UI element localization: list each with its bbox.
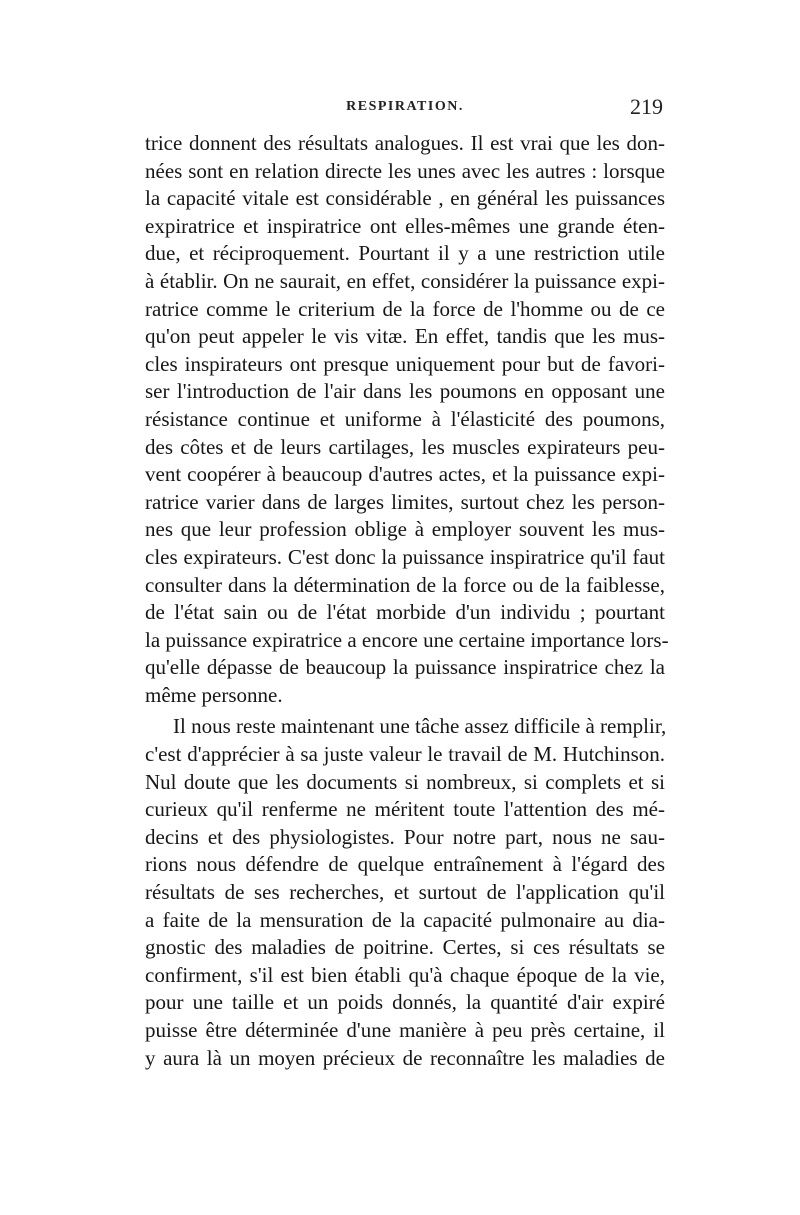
- text-line: Il nous reste maintenant une tâche assez difficile à remplir,: [173, 714, 667, 739]
- text-line: c'est d'apprécier à sa juste valeur le travail de M. Hutchinson.: [145, 742, 665, 767]
- text-line: cles inspirateurs ont presque uniquement pour but de favori-: [145, 351, 665, 376]
- text-line: à établir. On ne saurait, en effet, considérer la puissance expi-: [145, 268, 665, 293]
- running-head: [145, 94, 665, 124]
- text-line: ratrice varier dans de larges limites, surtout chez les person-: [145, 489, 665, 514]
- paragraph: [145, 713, 665, 1072]
- text-line: expiratrice et inspiratrice ont elles-mêmes une grande éten-: [145, 213, 665, 238]
- text-line: pour une taille et un poids donnés, la quantité d'air expiré: [145, 990, 665, 1015]
- text-line: vent coopérer à beaucoup d'autres actes, et la puissance expi-: [145, 462, 665, 487]
- body-text: [145, 130, 669, 1072]
- text-line: résistance continue et uniforme à l'élasticité des poumons,: [145, 406, 665, 431]
- text-line: curieux qu'il renferme ne méritent toute l'attention des mé-: [145, 797, 665, 822]
- running-title: RESPIRATION.: [346, 99, 464, 114]
- text-line: a faite de la mensuration de la capacité pulmonaire au dia-: [145, 907, 665, 932]
- text-line: y aura là un moyen précieux de reconnaître les maladies de: [145, 1045, 665, 1070]
- text-line: trice donnent des résultats analogues. Il est vrai que les don-: [145, 131, 665, 155]
- paragraph: [145, 130, 669, 709]
- text-line: résultats de ses recherches, et surtout de l'application qu'il: [145, 880, 665, 905]
- text-line: la puissance expiratrice a encore une certaine importance lors-: [145, 627, 669, 652]
- text-line: Nul doute que les documents si nombreux, si complets et si: [145, 769, 665, 794]
- text-line: qu'elle dépasse de beaucoup la puissance inspiratrice chez la: [145, 655, 665, 680]
- text-line: decins et des physiologistes. Pour notre part, nous ne sau-: [145, 824, 665, 849]
- text-line: même personne.: [145, 682, 283, 707]
- text-line: gnostic des maladies de poitrine. Certes, si ces résultats se: [145, 935, 665, 960]
- text-line: consulter dans la détermination de la force ou de la faiblesse,: [145, 572, 665, 597]
- text-line: ser l'introduction de l'air dans les poumons en opposant une: [145, 379, 665, 404]
- page-number: 219: [630, 94, 663, 119]
- text-line: confirment, s'il est bien établi qu'à chaque époque de la vie,: [145, 962, 665, 987]
- text-line: puisse être déterminée d'une manière à peu près certaine, il: [145, 1018, 665, 1042]
- text-line: due, et réciproquement. Pourtant il y a une restriction utile: [145, 241, 665, 266]
- text-line: de l'état sain ou de l'état morbide d'un individu ; pourtant: [145, 600, 665, 625]
- text-line: rions nous défendre de quelque entraînement à l'égard des: [145, 852, 665, 877]
- text-line: la capacité vitale est considérable , en général les puissances: [145, 186, 665, 211]
- text-line: ratrice comme le criterium de la force de l'homme ou de ce: [145, 296, 665, 321]
- text-line: nées sont en relation directe les unes avec les autres : lorsque: [145, 158, 665, 183]
- text-line: qu'on peut appeler le vis vitæ. En effet, tandis que les mus-: [145, 324, 665, 349]
- text-line: des côtes et de leurs cartilages, les muscles expirateurs peu-: [145, 434, 665, 459]
- text-line: nes que leur profession oblige à employer souvent les mus-: [145, 517, 665, 542]
- text-line: cles expirateurs. C'est donc la puissance inspiratrice qu'il faut: [145, 544, 665, 569]
